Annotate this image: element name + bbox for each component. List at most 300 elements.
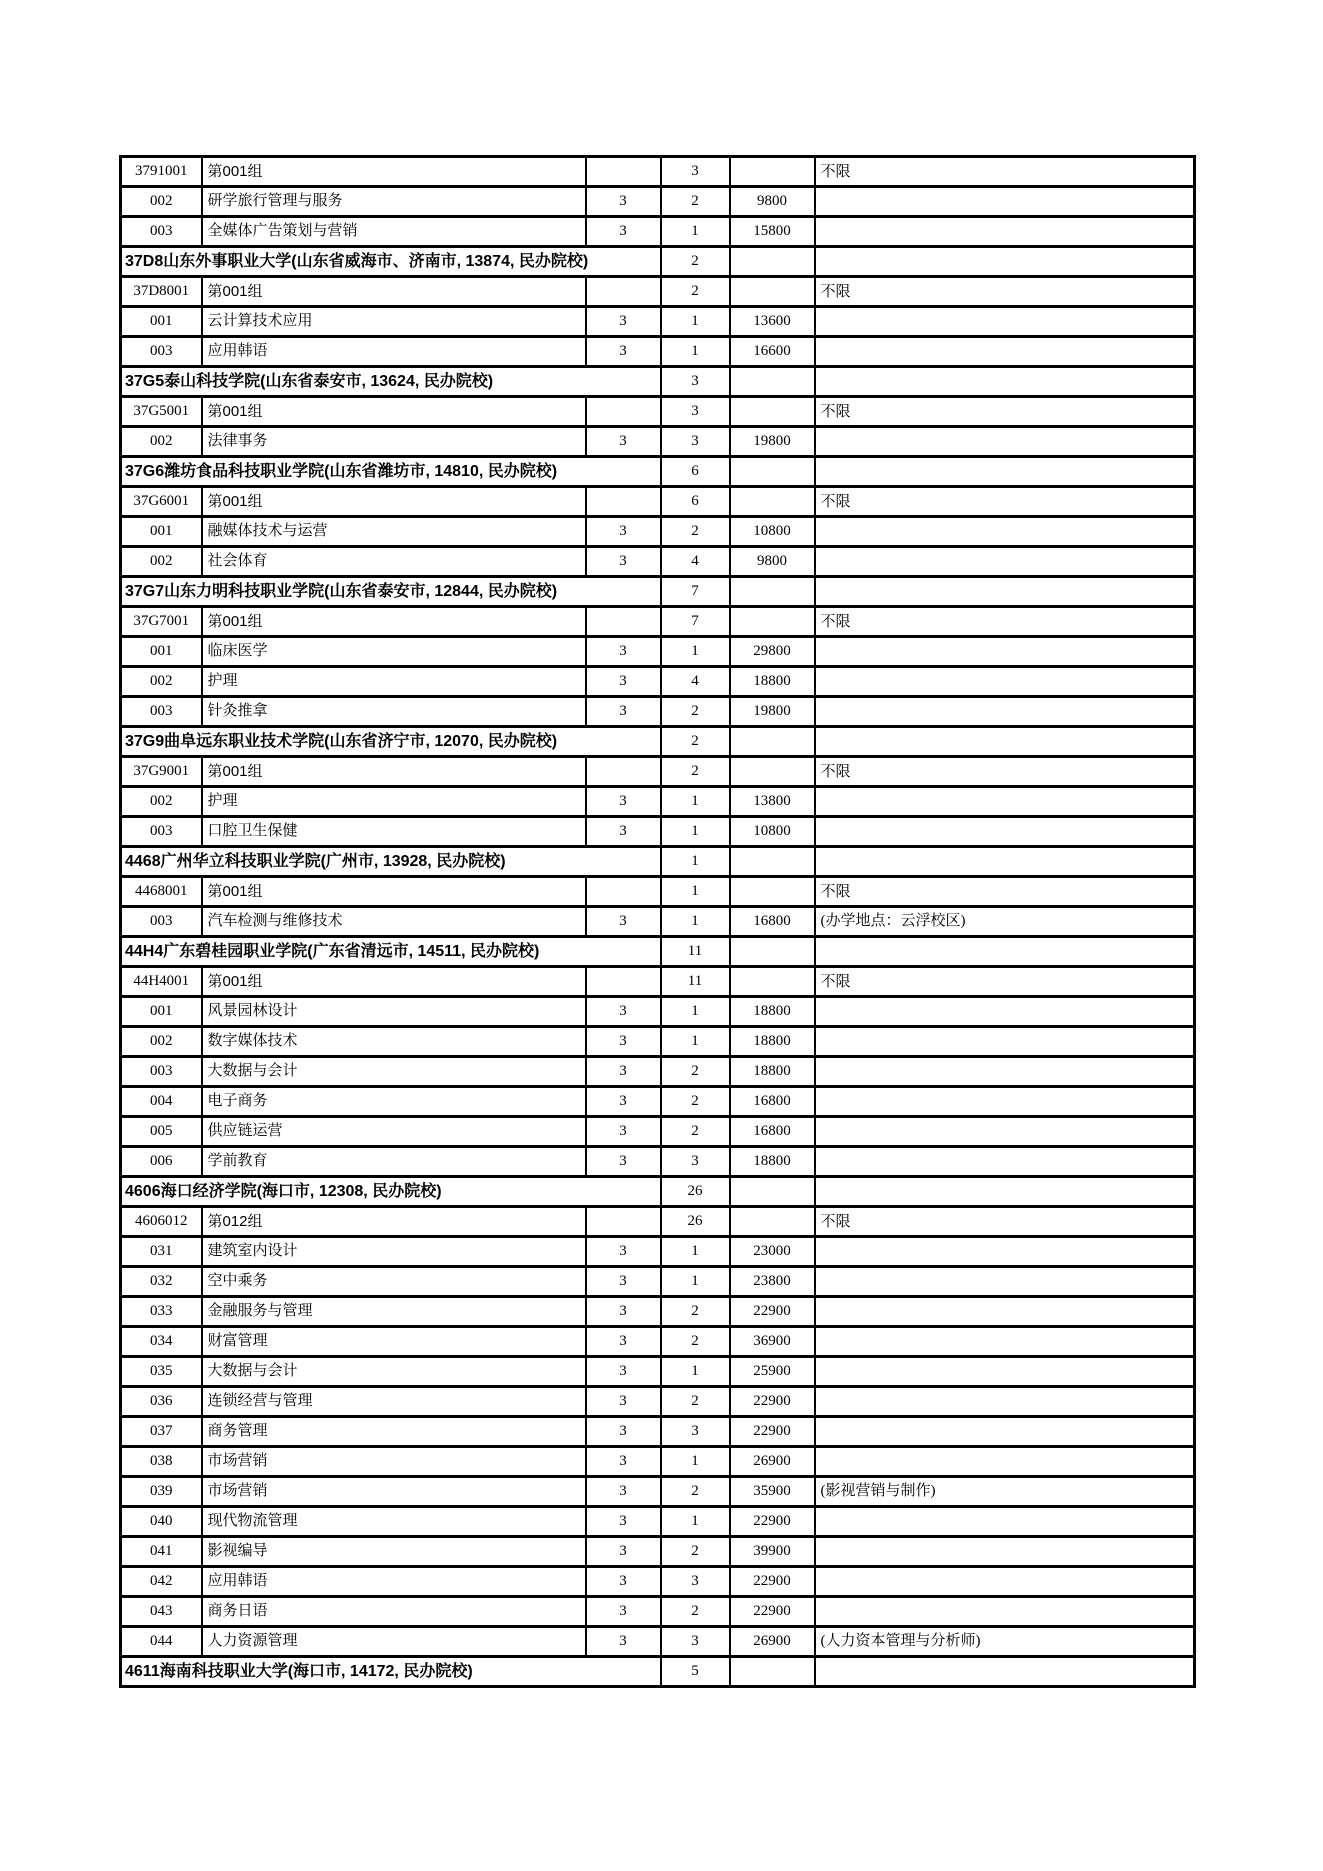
major-row [121,1087,1195,1117]
code-cell: 001 [121,307,202,337]
remark-cell [815,1237,1195,1267]
name-cell: 第001组 [202,967,586,997]
code-cell: 002 [121,427,202,457]
years-cell: 3 [586,1267,661,1297]
table-body [121,157,1195,1687]
count-cell: 2 [661,277,730,307]
count-cell: 1 [661,1507,730,1537]
fee-cell [730,757,815,787]
fee-cell: 9800 [730,547,815,577]
name-cell: 应用韩语 [202,337,586,367]
code-cell: 035 [121,1357,202,1387]
fee-cell [730,607,815,637]
count-cell: 1 [661,847,730,877]
remark-cell [815,367,1195,397]
count-cell: 4 [661,547,730,577]
group-row [121,757,1195,787]
code-cell: 003 [121,907,202,937]
name-cell: 护理 [202,787,586,817]
fee-cell [730,487,815,517]
years-cell: 3 [586,1357,661,1387]
years-cell [586,157,661,187]
years-cell: 3 [586,1027,661,1057]
count-cell: 3 [661,1627,730,1657]
code-cell: 006 [121,1147,202,1177]
years-cell: 3 [586,637,661,667]
major-row [121,907,1195,937]
count-cell: 2 [661,187,730,217]
years-cell: 3 [586,997,661,1027]
major-row [121,1477,1195,1507]
name-cell: 第001组 [202,757,586,787]
major-row [121,547,1195,577]
name-cell: 云计算技术应用 [202,307,586,337]
school-row [121,937,1195,967]
school-row [121,367,1195,397]
years-cell [586,607,661,637]
major-row [121,697,1195,727]
years-cell [586,757,661,787]
count-cell: 1 [661,1237,730,1267]
count-cell: 1 [661,817,730,847]
name-cell: 社会体育 [202,547,586,577]
name-cell: 风景园林设计 [202,997,586,1027]
years-cell: 3 [586,1597,661,1627]
major-row [121,307,1195,337]
remark-cell [815,787,1195,817]
years-cell: 3 [586,1117,661,1147]
years-cell: 3 [586,1327,661,1357]
remark-cell [815,1357,1195,1387]
school-name-cell: 37G6潍坊食品科技职业学院(山东省潍坊市, 14810, 民办院校) [121,457,661,487]
years-cell: 3 [586,1087,661,1117]
fee-cell: 29800 [730,637,815,667]
years-cell: 3 [586,1507,661,1537]
remark-cell [815,697,1195,727]
name-cell: 第001组 [202,157,586,187]
fee-cell: 10800 [730,817,815,847]
count-cell: 2 [661,517,730,547]
school-name-cell: 37G5泰山科技学院(山东省泰安市, 13624, 民办院校) [121,367,661,397]
years-cell: 3 [586,517,661,547]
count-cell: 1 [661,877,730,907]
remark-cell: 不限 [815,877,1195,907]
years-cell: 3 [586,1237,661,1267]
remark-cell [815,187,1195,217]
code-cell: 005 [121,1117,202,1147]
name-cell: 空中乘务 [202,1267,586,1297]
group-row [121,607,1195,637]
code-cell: 003 [121,217,202,247]
remark-cell [815,1597,1195,1627]
code-cell: 034 [121,1327,202,1357]
fee-cell: 35900 [730,1477,815,1507]
count-cell: 2 [661,1297,730,1327]
count-cell: 1 [661,997,730,1027]
count-cell: 2 [661,1057,730,1087]
major-row [121,1357,1195,1387]
fee-cell: 22900 [730,1507,815,1537]
code-cell: 031 [121,1237,202,1267]
major-row [121,337,1195,367]
name-cell: 研学旅行管理与服务 [202,187,586,217]
code-cell: 4468001 [121,877,202,907]
remark-cell: 不限 [815,397,1195,427]
group-row [121,1207,1195,1237]
code-cell: 37G5001 [121,397,202,427]
name-cell: 第001组 [202,607,586,637]
remark-cell [815,1567,1195,1597]
years-cell [586,877,661,907]
remark-cell [815,217,1195,247]
name-cell: 现代物流管理 [202,1507,586,1537]
school-name-cell: 37G7山东力明科技职业学院(山东省泰安市, 12844, 民办院校) [121,577,661,607]
code-cell: 002 [121,787,202,817]
group-row [121,487,1195,517]
school-row [121,247,1195,277]
major-row [121,1027,1195,1057]
name-cell: 针灸推拿 [202,697,586,727]
code-cell: 37G9001 [121,757,202,787]
code-cell: 041 [121,1537,202,1567]
code-cell: 37G7001 [121,607,202,637]
major-row [121,1627,1195,1657]
code-cell: 042 [121,1567,202,1597]
fee-cell [730,457,815,487]
code-cell: 037 [121,1417,202,1447]
code-cell: 033 [121,1297,202,1327]
years-cell: 3 [586,337,661,367]
code-cell: 003 [121,817,202,847]
count-cell: 26 [661,1207,730,1237]
count-cell: 1 [661,1267,730,1297]
fee-cell: 36900 [730,1327,815,1357]
years-cell: 3 [586,427,661,457]
name-cell: 大数据与会计 [202,1057,586,1087]
count-cell: 2 [661,1087,730,1117]
school-name-cell: 37G9曲阜远东职业技术学院(山东省济宁市, 12070, 民办院校) [121,727,661,757]
years-cell: 3 [586,907,661,937]
count-cell: 1 [661,217,730,247]
count-cell: 6 [661,487,730,517]
remark-cell [815,427,1195,457]
code-cell: 002 [121,1027,202,1057]
years-cell: 3 [586,217,661,247]
major-row [121,217,1195,247]
remark-cell [815,1027,1195,1057]
count-cell: 2 [661,1387,730,1417]
fee-cell: 16800 [730,907,815,937]
remark-cell [815,307,1195,337]
fee-cell [730,727,815,757]
years-cell: 3 [586,787,661,817]
code-cell: 001 [121,517,202,547]
count-cell: 2 [661,757,730,787]
fee-cell: 18800 [730,1027,815,1057]
years-cell: 3 [586,1057,661,1087]
fee-cell [730,877,815,907]
fee-cell: 16800 [730,1117,815,1147]
count-cell: 3 [661,157,730,187]
code-cell: 040 [121,1507,202,1537]
years-cell [586,397,661,427]
code-cell: 001 [121,637,202,667]
school-name-cell: 44H4广东碧桂园职业学院(广东省清远市, 14511, 民办院校) [121,937,661,967]
remark-cell [815,577,1195,607]
years-cell [586,1207,661,1237]
fee-cell: 26900 [730,1627,815,1657]
fee-cell: 25900 [730,1357,815,1387]
fee-cell: 18800 [730,1057,815,1087]
fee-cell: 16600 [730,337,815,367]
count-cell: 1 [661,337,730,367]
major-row [121,1447,1195,1477]
code-cell: 003 [121,337,202,367]
count-cell: 2 [661,1117,730,1147]
code-cell: 44H4001 [121,967,202,997]
name-cell: 法律事务 [202,427,586,457]
code-cell: 37G6001 [121,487,202,517]
years-cell: 3 [586,187,661,217]
remark-cell [815,1387,1195,1417]
fee-cell: 22900 [730,1417,815,1447]
fee-cell [730,967,815,997]
count-cell: 3 [661,397,730,427]
years-cell [586,277,661,307]
name-cell: 全媒体广告策划与营销 [202,217,586,247]
years-cell [586,487,661,517]
school-row [121,727,1195,757]
remark-cell: 不限 [815,277,1195,307]
count-cell: 6 [661,457,730,487]
count-cell: 1 [661,787,730,817]
remark-cell: 不限 [815,607,1195,637]
remark-cell [815,1057,1195,1087]
school-name-cell: 4606海口经济学院(海口市, 12308, 民办院校) [121,1177,661,1207]
name-cell: 商务管理 [202,1417,586,1447]
count-cell: 2 [661,1477,730,1507]
fee-cell [730,1207,815,1237]
fee-cell [730,157,815,187]
fee-cell: 26900 [730,1447,815,1477]
school-name-cell: 4468广州华立科技职业学院(广州市, 13928, 民办院校) [121,847,661,877]
remark-cell: 不限 [815,757,1195,787]
school-row [121,1657,1195,1687]
school-name-cell: 37D8山东外事职业大学(山东省威海市、济南市, 13874, 民办院校) [121,247,661,277]
school-row [121,1177,1195,1207]
admissions-plan-table [119,155,1196,1688]
count-cell: 7 [661,577,730,607]
years-cell: 3 [586,1147,661,1177]
years-cell: 3 [586,1387,661,1417]
fee-cell [730,247,815,277]
school-name-cell: 4611海南科技职业大学(海口市, 14172, 民办院校) [121,1657,661,1687]
fee-cell [730,397,815,427]
group-row [121,877,1195,907]
years-cell: 3 [586,1627,661,1657]
fee-cell: 18800 [730,1147,815,1177]
group-row [121,277,1195,307]
count-cell: 1 [661,1357,730,1387]
major-row [121,1567,1195,1597]
remark-cell: (办学地点：云浮校区) [815,907,1195,937]
name-cell: 第012组 [202,1207,586,1237]
code-cell: 039 [121,1477,202,1507]
remark-cell [815,1327,1195,1357]
name-cell: 临床医学 [202,637,586,667]
remark-cell [815,1447,1195,1477]
fee-cell: 16800 [730,1087,815,1117]
fee-cell: 22900 [730,1297,815,1327]
remark-cell [815,1507,1195,1537]
years-cell: 3 [586,1567,661,1597]
count-cell: 2 [661,247,730,277]
name-cell: 财富管理 [202,1327,586,1357]
name-cell: 第001组 [202,877,586,907]
years-cell: 3 [586,1447,661,1477]
name-cell: 建筑室内设计 [202,1237,586,1267]
count-cell: 5 [661,1657,730,1687]
name-cell: 人力资源管理 [202,1627,586,1657]
count-cell: 3 [661,427,730,457]
major-row [121,1297,1195,1327]
remark-cell [815,1087,1195,1117]
fee-cell: 15800 [730,217,815,247]
major-row [121,517,1195,547]
school-row [121,457,1195,487]
count-cell: 2 [661,697,730,727]
name-cell: 供应链运营 [202,1117,586,1147]
major-row [121,1147,1195,1177]
count-cell: 2 [661,727,730,757]
fee-cell [730,367,815,397]
fee-cell: 10800 [730,517,815,547]
fee-cell: 23000 [730,1237,815,1267]
major-row [121,817,1195,847]
years-cell: 3 [586,1297,661,1327]
fee-cell: 39900 [730,1537,815,1567]
fee-cell [730,1177,815,1207]
years-cell: 3 [586,547,661,577]
major-row [121,1597,1195,1627]
years-cell: 3 [586,1417,661,1447]
code-cell: 003 [121,1057,202,1087]
fee-cell [730,577,815,607]
count-cell: 3 [661,1567,730,1597]
count-cell: 26 [661,1177,730,1207]
fee-cell [730,847,815,877]
code-cell: 002 [121,547,202,577]
major-row [121,1327,1195,1357]
major-row [121,667,1195,697]
remark-cell [815,1117,1195,1147]
remark-cell [815,517,1195,547]
code-cell: 001 [121,997,202,1027]
fee-cell: 9800 [730,187,815,217]
count-cell: 1 [661,1027,730,1057]
name-cell: 应用韩语 [202,1567,586,1597]
remark-cell [815,247,1195,277]
code-cell: 043 [121,1597,202,1627]
code-cell: 044 [121,1627,202,1657]
fee-cell [730,1657,815,1687]
remark-cell [815,1417,1195,1447]
fee-cell [730,937,815,967]
remark-cell [815,1537,1195,1567]
name-cell: 市场营销 [202,1477,586,1507]
major-row [121,1117,1195,1147]
name-cell: 护理 [202,667,586,697]
count-cell: 1 [661,637,730,667]
name-cell: 第001组 [202,277,586,307]
name-cell: 第001组 [202,487,586,517]
name-cell: 口腔卫生保健 [202,817,586,847]
count-cell: 7 [661,607,730,637]
name-cell: 学前教育 [202,1147,586,1177]
code-cell: 038 [121,1447,202,1477]
count-cell: 3 [661,1417,730,1447]
fee-cell: 18800 [730,997,815,1027]
major-row [121,997,1195,1027]
remark-cell: 不限 [815,487,1195,517]
remark-cell: 不限 [815,157,1195,187]
remark-cell [815,637,1195,667]
years-cell: 3 [586,697,661,727]
years-cell: 3 [586,1537,661,1567]
group-row [121,397,1195,427]
code-cell: 002 [121,667,202,697]
major-row [121,787,1195,817]
major-row [121,187,1195,217]
major-row [121,1267,1195,1297]
remark-cell [815,847,1195,877]
count-cell: 1 [661,907,730,937]
count-cell: 3 [661,367,730,397]
count-cell: 11 [661,967,730,997]
fee-cell: 22900 [730,1597,815,1627]
name-cell: 数字媒体技术 [202,1027,586,1057]
remark-cell [815,727,1195,757]
years-cell: 3 [586,667,661,697]
remark-cell [815,1657,1195,1687]
major-row [121,1537,1195,1567]
name-cell: 商务日语 [202,1597,586,1627]
fee-cell: 18800 [730,667,815,697]
remark-cell [815,1297,1195,1327]
name-cell: 大数据与会计 [202,1357,586,1387]
remark-cell [815,667,1195,697]
major-row [121,1237,1195,1267]
major-row [121,1387,1195,1417]
count-cell: 4 [661,667,730,697]
years-cell: 3 [586,1477,661,1507]
remark-cell [815,817,1195,847]
fee-cell: 19800 [730,427,815,457]
remark-cell: 不限 [815,1207,1195,1237]
major-row [121,1417,1195,1447]
remark-cell [815,457,1195,487]
remark-cell [815,337,1195,367]
fee-cell: 23800 [730,1267,815,1297]
years-cell: 3 [586,307,661,337]
name-cell: 第001组 [202,397,586,427]
code-cell: 036 [121,1387,202,1417]
code-cell: 37D8001 [121,277,202,307]
count-cell: 2 [661,1537,730,1567]
count-cell: 2 [661,1597,730,1627]
remark-cell [815,1147,1195,1177]
code-cell: 3791001 [121,157,202,187]
